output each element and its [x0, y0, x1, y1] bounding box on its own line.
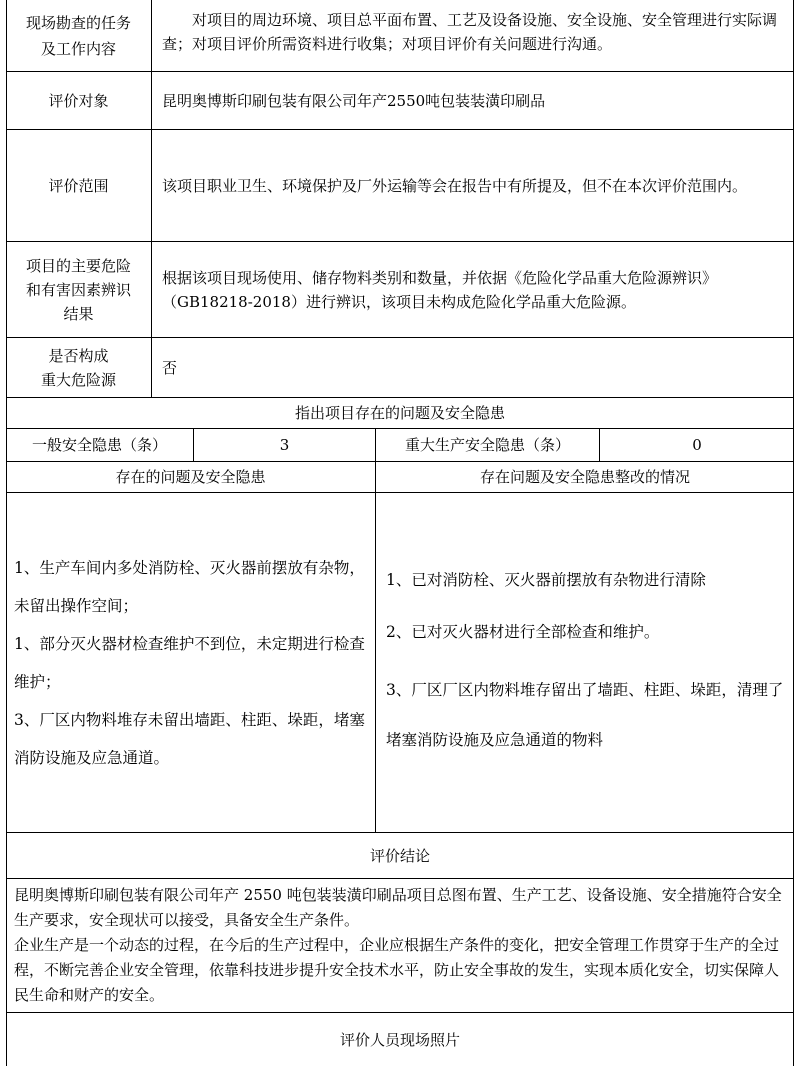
- hazard-label-line1: 项目的主要危险: [25, 256, 131, 275]
- hazard-label-line2: 和有害因素辨识: [25, 280, 131, 299]
- issues-column-left: 存在的问题及安全隐患: [6, 462, 376, 492]
- task-text: 对项目的周边环境、项目总平面布置、工艺及设备设施、安全设施、安全管理进行实际调查；对项目评价所需资料进行收集；对项目评价有关问题进行沟通。: [162, 11, 778, 53]
- major-hazard-row: [6, 338, 794, 398]
- scope-label: 评价范围: [6, 130, 152, 241]
- major-hazard-label-line2: 重大危险源: [40, 370, 116, 389]
- issues-column-right: 存在问题及安全隐患整改的情况: [479, 468, 690, 486]
- general-hazard-label: 一般安全隐患（条）: [6, 429, 194, 461]
- issues-left-list: [6, 493, 376, 832]
- issues-right-list: [376, 493, 794, 832]
- major-hazard-count: 0: [692, 436, 702, 454]
- object-row: [6, 72, 794, 130]
- task-label: [6, 0, 152, 71]
- issues-list-row: [6, 493, 794, 833]
- major-hazard-value: 否: [162, 358, 178, 377]
- hazard-label: [6, 242, 152, 337]
- conclusion-para-2: 企业生产是一个动态的过程，在今后的生产过程中，企业应根据生产条件的变化，把安全管理工作贯穿于生产的全过程，不断完善企业安全管理，依靠科技进步提升安全技术水平，防止安全事故的发生，实现本质化安全，切实保障人民生命和财产的安全。: [14, 936, 780, 1004]
- task-row: [6, 0, 794, 72]
- conclusion-para-1: 昆明奥博斯印刷包装有限公司年产 2550 吨包装装潢印刷品项目总图布置、生产工艺、设备设施、安全措施符合安全生产要求，安全现状可以接受，具备安全生产条件。: [14, 886, 782, 929]
- issue-item-2: 1、部分灭火器材检查维护不到位，未定期进行检查维护；: [14, 634, 365, 691]
- issues-count-row: [6, 429, 794, 462]
- hazard-row: [6, 242, 794, 338]
- hazard-text: 根据该项目现场使用、储存物料类别和数量，并依据《危险化学品重大危险源辨识》（GB18218-2018）进行辨识，该项目未构成危险化学品重大危险源。: [162, 268, 718, 311]
- major-hazard-label: [6, 338, 152, 397]
- issues-columns-row: [6, 462, 794, 493]
- hazard-value: [152, 242, 794, 337]
- scope-value: [152, 130, 794, 241]
- fix-item-2: 2、已对灭火器材进行全部检查和维护。: [386, 622, 660, 641]
- object-value: 昆明奥博斯印刷包装有限公司年产2550吨包装装潢印刷品: [162, 91, 546, 110]
- conclusion-row: [6, 879, 794, 1013]
- conclusion-header: 评价结论: [369, 846, 430, 865]
- task-label-line1: 现场勘查的任务: [25, 13, 131, 32]
- major-hazard-label-line1: 是否构成: [48, 346, 109, 365]
- fix-item-1: 1、已对消防栓、灭火器前摆放有杂物进行清除: [386, 570, 706, 589]
- photos-header-row: [6, 1013, 794, 1066]
- task-value: [152, 0, 794, 71]
- photos-header: 评价人员现场照片: [339, 1030, 460, 1049]
- conclusion-header-row: [6, 833, 794, 879]
- general-hazard-count: 3: [194, 429, 376, 461]
- scope-row: [6, 130, 794, 242]
- issue-item-1: 1、生产车间内多处消防栓、灭火器前摆放有杂物，未留出操作空间；: [14, 558, 365, 615]
- issue-item-3: 3、厂区内物料堆存未留出墙距、柱距、垛距，堵塞消防设施及应急通道。: [14, 710, 365, 767]
- issues-header: 指出项目存在的问题及安全隐患: [294, 404, 505, 422]
- fix-item-3: 3、厂区厂区内物料堆存留出了墙距、柱距、垛距，清理了堵塞消防设施及应急通道的物料: [386, 680, 784, 749]
- hazard-label-line3: 结果: [63, 304, 94, 323]
- object-label: 评价对象: [6, 72, 152, 129]
- conclusion-text: [6, 879, 794, 1012]
- major-hazard-count-label: 重大生产安全隐患（条）: [376, 429, 600, 461]
- issues-header-row: [6, 398, 794, 429]
- scope-text: 该项目职业卫生、环境保护及厂外运输等会在报告中有所提及，但不在本次评价范围内。: [162, 176, 748, 195]
- task-label-line2: 及工作内容: [40, 39, 116, 58]
